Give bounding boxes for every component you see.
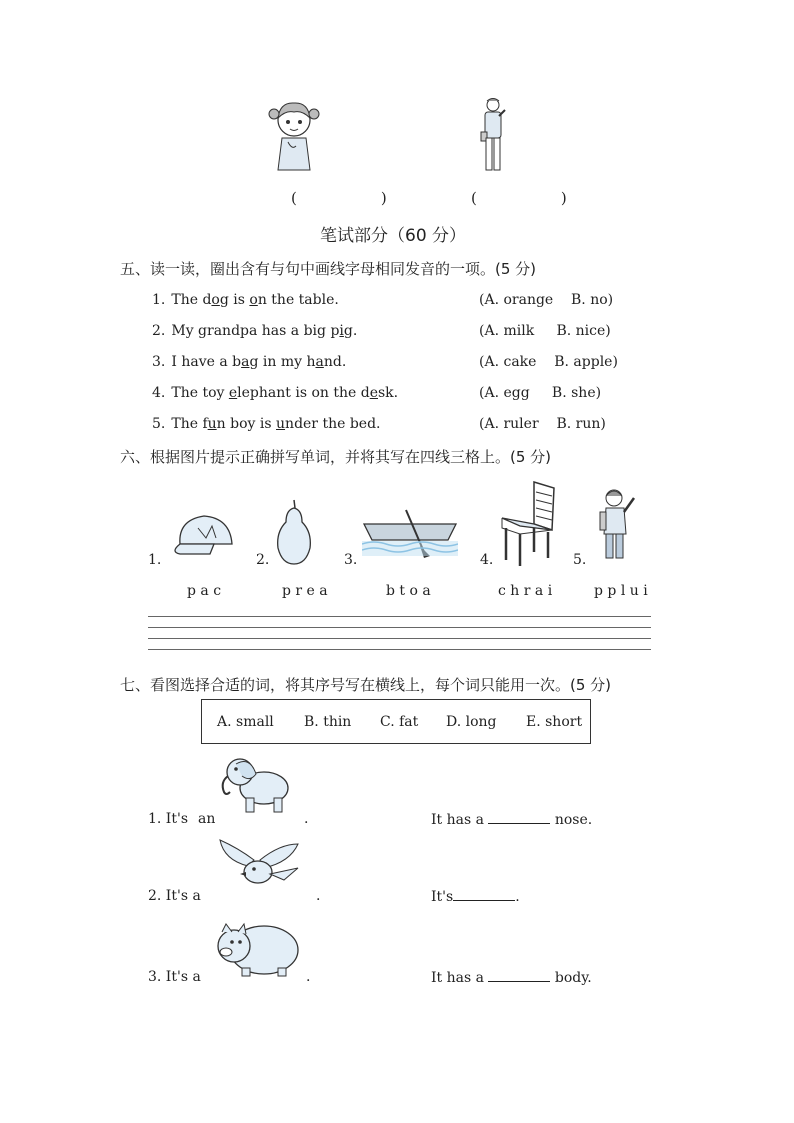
girl-picture (266, 96, 322, 178)
sec5-u2: e (369, 385, 378, 401)
word-option-b: B. thin (304, 714, 352, 730)
pig-icon (210, 920, 300, 978)
answer-blank-1[interactable] (488, 811, 550, 824)
sec7-row1-right-b: nose. (554, 812, 593, 828)
sec5-num: 3. (152, 354, 166, 370)
sec5-options-3[interactable]: (A. cake B. apple) (479, 354, 618, 370)
sec5-pre: I have a b (171, 354, 242, 370)
sec5-mid: g in my h (249, 354, 316, 370)
man-answer-paren: ( ) (471, 189, 585, 207)
sec5-num: 5. (152, 416, 166, 432)
boat-icon (362, 508, 458, 560)
sec7-row3-dot: . (306, 969, 311, 985)
sec5-post: n the table. (257, 292, 339, 308)
sec6-letters-5: p p l u i (594, 583, 648, 599)
answer-blank-2[interactable] (453, 888, 515, 901)
pupil-icon (594, 486, 640, 566)
bird-icon (218, 838, 302, 892)
sec6-num-2: 2. (256, 552, 270, 568)
sec5-u2: a (315, 354, 324, 370)
sec7-row1-an: an (198, 811, 216, 827)
sec5-sentence-5 (152, 416, 381, 432)
answer-blank-3[interactable] (488, 969, 550, 982)
word-option-a: A. small (217, 714, 274, 730)
sec5-num: 4. (152, 385, 166, 401)
sec5-u1: e (228, 385, 238, 401)
sec5-u2: o (249, 292, 258, 308)
sec5-pre: The f (171, 416, 208, 432)
sec7-row3-left: 3. It's a (148, 969, 201, 985)
sec5-u2: u (276, 416, 286, 432)
sec5-options-1[interactable]: (A. orange B. no) (479, 292, 614, 308)
sec5-mid: lephant is on the d (237, 385, 370, 401)
word-option-d: D. long (446, 714, 497, 730)
sec5-pre: My grandpa has a big p (171, 323, 340, 339)
sec5-post: nder the bed. (285, 416, 381, 432)
sec7-row2-left: 2. It's a (148, 888, 201, 904)
sec7-row3-right-b: body. (554, 970, 592, 986)
sec6-letters-4: c h r a i (498, 583, 553, 599)
section5-title: 五、读一读，圈出含有与句中画线字母相同发音的一项。(5 分) (120, 260, 537, 278)
sec5-num: 1. (152, 292, 166, 308)
sec7-row1-left: 1. It's (148, 811, 188, 827)
sec6-letters-2: p r e a (282, 583, 328, 599)
sec5-options-4[interactable]: (A. egg B. she) (479, 385, 602, 401)
sec5-sentence-3 (152, 354, 346, 370)
chair-icon (498, 478, 558, 568)
sec7-row2-right-b: . (515, 889, 520, 905)
word-bank-box (201, 699, 591, 744)
sec7-row1-right-a: It has a (431, 812, 484, 828)
four-line-grid[interactable] (148, 616, 651, 656)
section7-title: 七、看图选择合适的词，将其序号写在横线上，每个词只能用一次。(5 分) (120, 676, 612, 694)
sec5-u1: u (207, 416, 217, 432)
word-option-c: C. fat (380, 714, 419, 730)
sec5-u1: i (339, 323, 344, 339)
sec5-pre: The toy (171, 385, 229, 401)
sec5-sentence-4 (152, 385, 398, 401)
sec7-row2-right (431, 888, 520, 905)
sec5-sentence-2 (152, 323, 357, 339)
sec5-post: sk. (378, 385, 399, 401)
sec5-mid: g is (219, 292, 250, 308)
sec7-row1-right (431, 811, 592, 828)
man-picture (475, 96, 511, 178)
girl-answer-paren: ( ) (291, 189, 405, 207)
sec7-row3-right-a: It has a (431, 970, 484, 986)
sec7-row2-right-a: It's (431, 889, 454, 905)
sec5-u1: a (241, 354, 250, 370)
sec6-num-3: 3. (344, 552, 358, 568)
sec5-pre: The d (171, 292, 212, 308)
sec5-sentence-1 (152, 292, 339, 308)
sec6-num-4: 4. (480, 552, 494, 568)
section6-title: 六、根据图片提示正确拼写单词，并将其写在四线三格上。(5 分) (120, 448, 552, 466)
word-option-e: E. short (526, 714, 583, 730)
sec5-u1: o (211, 292, 220, 308)
sec6-letters-1: p a c (187, 583, 222, 599)
sec5-mid: g. (343, 323, 358, 339)
written-part-title: 笔试部分（60 分） (320, 226, 467, 246)
sec5-num: 2. (152, 323, 166, 339)
sec5-mid: n boy is (216, 416, 277, 432)
sec6-num-5: 5. (573, 552, 587, 568)
sec7-row3-right (431, 969, 592, 986)
sec6-num-1: 1. (148, 552, 162, 568)
pear-icon (272, 496, 316, 566)
cap-icon (170, 508, 236, 560)
sec5-post: nd. (323, 354, 347, 370)
elephant-icon (216, 752, 294, 816)
sec7-row2-dot: . (316, 888, 321, 904)
sec6-letters-3: b t o a (386, 583, 431, 599)
sec7-row1-dot: . (304, 811, 309, 827)
sec5-options-5[interactable]: (A. ruler B. run) (479, 416, 606, 432)
sec5-options-2[interactable]: (A. milk B. nice) (479, 323, 611, 339)
